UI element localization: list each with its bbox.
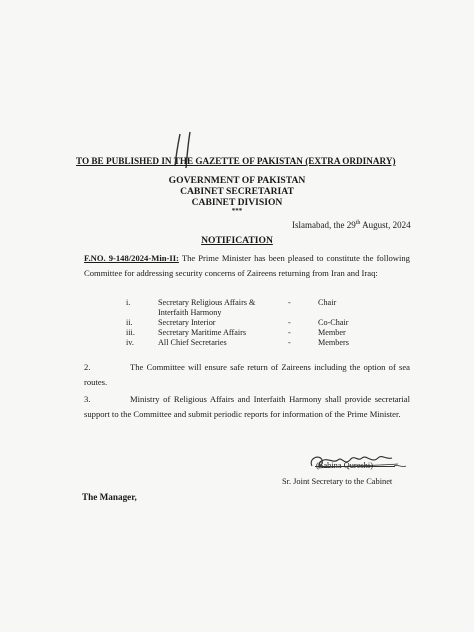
row-title: All Chief Secretaries — [158, 338, 227, 347]
date-rest: August, 2024 — [360, 220, 411, 230]
name-strikethrough — [315, 466, 395, 467]
paragraph-3-number: 3. — [84, 394, 91, 404]
publication-line: TO BE PUBLISHED IN THE GAZETTE OF PAKISTAN (EXTRA ORDINARY) — [76, 156, 396, 166]
row-role: Members — [318, 338, 349, 347]
secretariat-heading: CABINET SECRETARIAT — [180, 186, 294, 197]
row-number: iv. — [126, 338, 134, 347]
government-heading: GOVERNMENT OF PAKISTAN — [168, 175, 306, 186]
division-heading: CABINET DIVISION — [191, 197, 283, 208]
row-number: iii. — [126, 328, 135, 337]
date-place: Islamabad, the 29 — [292, 220, 356, 230]
date-sup: th — [355, 220, 361, 226]
signatory-title: Sr. Joint Secretary to the Cabinet — [282, 477, 393, 486]
paragraph-2-text: The Committee will ensure safe return of Zaireens including the option of sea routes. — [84, 362, 410, 387]
notification-title: NOTIFICATION — [201, 235, 273, 246]
paragraph-1 — [84, 251, 410, 280]
paragraph-1-text: The Prime Minister has been pleased to constitute the following Committee for addressing security concerns of Zaireens returning from Iran and Iraq: — [84, 253, 410, 278]
row-title: Secretary Interior — [158, 318, 216, 327]
row-dash: - — [288, 328, 291, 337]
file-reference: F.NO. 9-148/2024-Min-II: — [84, 253, 179, 263]
date-line — [292, 220, 411, 230]
paragraph-2 — [84, 360, 410, 389]
paragraph-2-number: 2. — [84, 362, 91, 372]
row-role: Member — [318, 328, 346, 337]
paragraph-3 — [84, 392, 410, 421]
row-number: ii. — [126, 318, 133, 327]
row-role: Co-Chair — [318, 318, 349, 327]
committee-row — [0, 338, 474, 350]
row-title: Secretary Religious Affairs & Interfaith Harmony — [158, 298, 256, 317]
header-stars: *** — [231, 207, 243, 215]
paragraph-3-text: Ministry of Religious Affairs and Interfaith Harmony shall provide secretarial support to the Committee and submit periodic reports for information of the Prime Minister. — [84, 394, 410, 419]
row-number: i. — [126, 298, 131, 307]
row-dash: - — [288, 318, 291, 327]
committee-row — [0, 298, 474, 317]
addressee: The Manager, — [82, 492, 137, 502]
row-dash: - — [288, 338, 291, 347]
committee-list — [0, 298, 474, 350]
row-role: Chair — [318, 298, 337, 307]
row-title: Secretary Maritime Affairs — [158, 328, 247, 337]
row-dash: - — [288, 298, 291, 307]
